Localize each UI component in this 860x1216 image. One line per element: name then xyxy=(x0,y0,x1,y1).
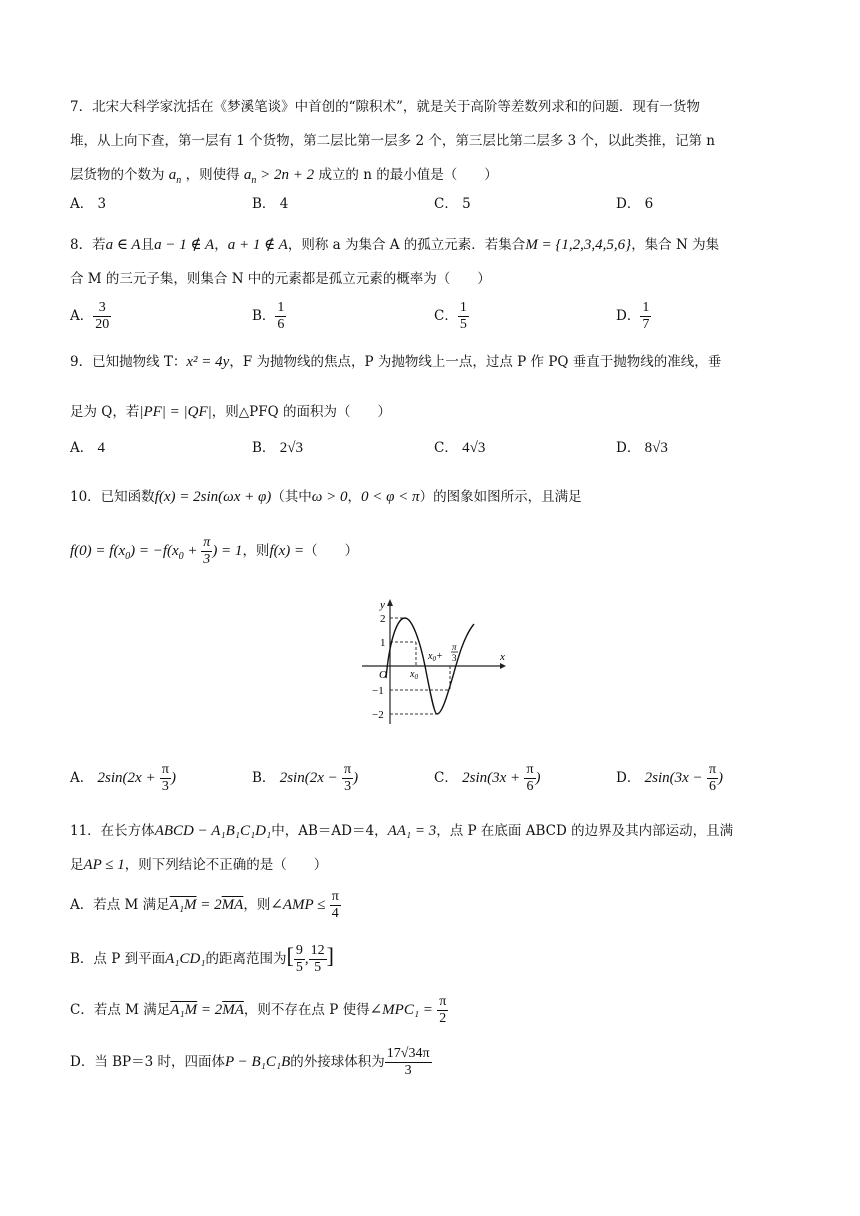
tetrahedron: P − B₁C₁B xyxy=(225,1054,291,1070)
vec-ma-c: $\overline{MA}$ xyxy=(222,1002,244,1018)
q8-line2: 合 M 的三元子集，则集合 N 中的元素都是孤立元素的概率为（ ） xyxy=(70,271,491,287)
q7-line2: 堆，从上向下查，第一层有 1 个货物，第二层比第一层多 2 个，第三层比第二层多 3 个，以此类推，记第 n xyxy=(70,133,715,149)
q11-cuboid: ABCD − A₁B₁C₁D₁ xyxy=(154,823,272,839)
q7-line1: 7．北宋大科学家沈括在《梦溪笔谈》中首创的“隙积术”，就是关于高阶等差数列求和的问题．现有一货物 xyxy=(70,99,700,115)
q10-option-d[interactable]: D． 2sin(3x − $\frac{\pi}{6}$ ) xyxy=(616,762,724,794)
q10-sine-graph xyxy=(350,596,510,728)
graph-label-x: x xyxy=(500,651,505,663)
q9-condition: |PF| = |QF| xyxy=(139,404,212,420)
q7-var-a: $a_n$ xyxy=(168,167,182,186)
q8-option-b[interactable]: B． $\frac{1}{6}$ xyxy=(252,300,285,332)
q7-option-c[interactable]: C． 5 xyxy=(434,196,471,212)
q7-inequality: $a_n > 2n + 2$ xyxy=(243,167,315,186)
q10-line2: $f(0) = f(x_0) = -f(x_0$ + $\frac{\pi}{3}$ ) = 1，则f(x) =（ ） xyxy=(70,535,359,568)
q9-option-a[interactable]: A． 4 xyxy=(70,440,106,456)
question-7 xyxy=(70,90,794,192)
q8-math2: a − 1 ∉ A xyxy=(154,237,215,253)
question-11 xyxy=(70,814,794,1088)
q9-options xyxy=(70,436,794,470)
q8-set-m: M = {1,2,3,4,5,6} xyxy=(525,237,632,253)
graph-label-pi: π xyxy=(452,642,457,652)
question-8 xyxy=(70,228,794,296)
q10-omega: ω > 0 xyxy=(311,489,348,505)
q7-option-a[interactable]: A． 3 xyxy=(70,196,107,212)
q11-line1: 11．在长方体ABCD − A₁B₁C₁D₁中，AB＝AD＝4，AA₁ = 3，点 P 在底面 ABCD 的边界及其内部运动，且满 xyxy=(70,823,734,839)
q11-option-a[interactable]: A．若点 M 满足$A_1M = 2\overline{MA}$，则∠AMP ≤ $\frac{\pi}{4}$ xyxy=(70,889,339,921)
q9-option-b[interactable]: B． 2√3 xyxy=(252,440,303,456)
q10-phi: 0 < φ < π xyxy=(361,489,420,505)
q10-option-c[interactable]: C． 2sin(3x + $\frac{\pi}{6}$ ) xyxy=(434,762,541,794)
graph-label-ym1: −1 xyxy=(372,685,384,697)
q8-option-c[interactable]: C． $\frac{1}{5}$ xyxy=(434,300,467,332)
q9-option-d[interactable]: D． 8√3 xyxy=(616,440,668,456)
q8-line1: 8．若a ∈ A且a − 1 ∉ A，a + 1 ∉ A，则称 a 为集合 A 的孤立元素．若集合M = {1,2,3,4,5,6}，集合 N 为集 xyxy=(70,237,720,253)
q8-math3: a + 1 ∉ A xyxy=(227,237,288,253)
q7-options xyxy=(70,192,794,226)
q10-options xyxy=(70,758,794,804)
graph-label-y: y xyxy=(380,599,385,611)
q8-math1: a ∈ A xyxy=(105,237,141,253)
q10-line1: 10．已知函数f(x) = 2sin(ωx + φ)（其中ω > 0，0 < φ < π）的图象如图所示，且满足 xyxy=(70,489,582,505)
graph-label-y1: 1 xyxy=(380,637,386,649)
q8-option-d[interactable]: D． $\frac{1}{7}$ xyxy=(616,300,650,332)
q10-option-a[interactable]: A． 2sin(2x + $\frac{\pi}{3}$ ) xyxy=(70,762,176,794)
q9-parabola: x² = 4y xyxy=(186,354,230,370)
vec-a1m-c: A₁M xyxy=(170,1002,198,1018)
q10-fx: f(x) = xyxy=(269,543,305,559)
q11-ap: AP ≤ 1 xyxy=(83,857,125,873)
q11-option-d[interactable]: D．当 BP＝3 时，四面体P − B₁C₁B的外接球体积为 $\frac{17√34\pi}{3}$ xyxy=(70,1046,430,1078)
graph-label-y2: 2 xyxy=(380,613,386,625)
plane-a1cd1: A₁CD₁ xyxy=(165,951,206,967)
q7-line3 xyxy=(70,158,794,192)
vec-a1m: A₁M xyxy=(169,897,197,913)
q7-text-c: 成立的 n 的最小值是（ ） xyxy=(318,167,498,183)
graph-label-x0-plus: $x_0+$ xyxy=(428,651,443,663)
graph-label-ym2: −2 xyxy=(372,709,384,721)
graph-label-origin: O xyxy=(379,669,387,681)
q7-text-a: 层货物的个数为 xyxy=(70,167,165,183)
q11-line2: 足AP ≤ 1，则下列结论不正确的是（ ） xyxy=(70,857,328,873)
question-9 xyxy=(70,342,794,442)
q9-line1: 9．已知抛物线 T：x² = 4y，F 为抛物线的焦点，P 为抛物线上一点，过点 P 作 PQ 垂直于抛物线的准线，垂 xyxy=(70,354,722,370)
q11-option-b[interactable]: B．点 P 到平面A₁CD₁的距离范围为[ $\frac{9}{5}$ , $\frac{12}{5}$ ] xyxy=(70,943,334,975)
q7-option-b[interactable]: B． 4 xyxy=(252,196,289,212)
graph-label-x0: $x_0$ xyxy=(410,669,418,681)
q11-aa1: AA₁ = 3 xyxy=(387,823,437,839)
q8-options xyxy=(70,296,794,340)
q11-option-c[interactable]: C．若点 M 满足$A_1M = 2\overline{MA}$，则不存在点 P 使得∠MPC₁ = $\frac{\pi}{2}$ xyxy=(70,994,447,1026)
vec-ma: $\overline{MA}$ xyxy=(221,897,244,913)
q7-option-d[interactable]: D． 6 xyxy=(616,196,654,212)
q10-function: f(x) = 2sin(ωx + φ) xyxy=(154,489,272,505)
question-10 xyxy=(70,480,794,578)
q7-text-b: ，则使得 xyxy=(185,167,240,183)
q10-option-b[interactable]: B． 2sin(2x − $\frac{\pi}{3}$ ) xyxy=(252,762,359,794)
q10-condition: $f(0) = f(x_0) = -f(x_0$ + $\frac{\pi}{3}$ ) = 1 xyxy=(70,535,243,568)
q9-option-c[interactable]: C． 4√3 xyxy=(434,440,486,456)
q9-line2: 足为 Q，若|PF| = |QF|，则△PFQ 的面积为（ ） xyxy=(70,404,391,420)
graph-label-three: 3 xyxy=(452,653,457,663)
q8-option-a[interactable]: A． $\frac{3}{20}$ xyxy=(70,300,110,332)
